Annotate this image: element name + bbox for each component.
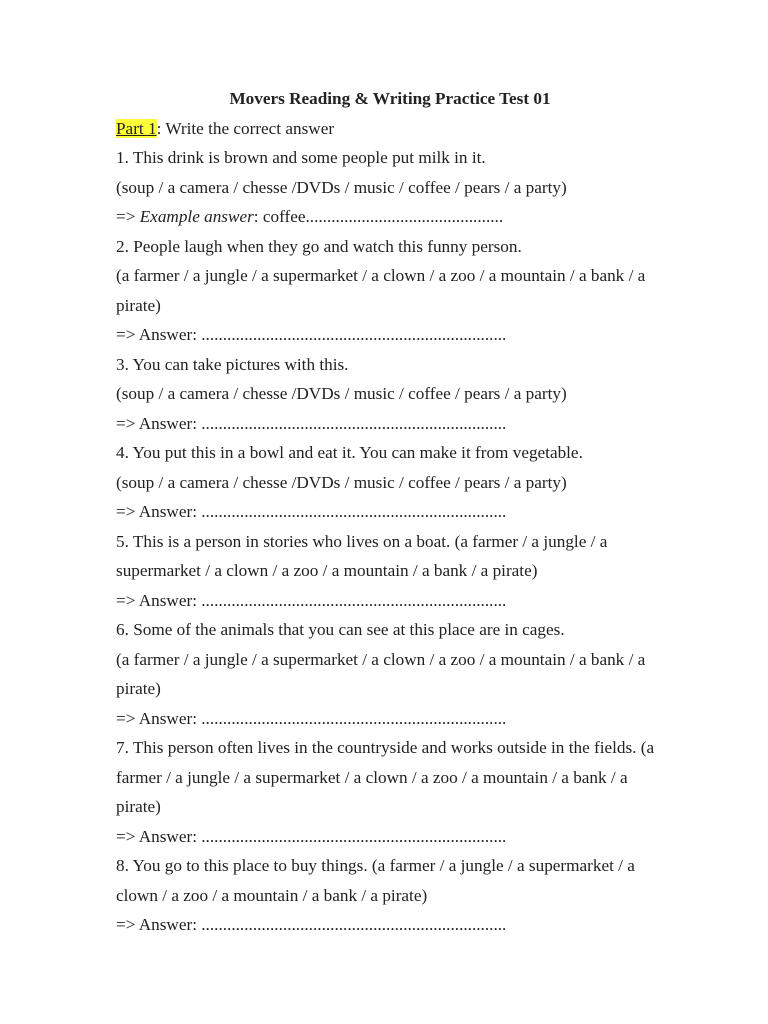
question-1-example-answer	[116, 202, 656, 232]
part-instruction: : Write the correct answer	[156, 118, 335, 138]
part-label: Part 1	[116, 118, 157, 138]
question-2: 2. People laugh when they go and watch this funny person.	[116, 236, 522, 256]
question-3-answer-line: => Answer: .......................................................................	[116, 413, 507, 433]
question-1: 1. This drink is brown and some people put milk in it.	[116, 148, 486, 167]
question-1-options: (soup / a camera / chesse /DVDs / music / coffee / pears / a party)	[116, 177, 567, 197]
worksheet-page	[116, 84, 656, 940]
question-6-answer-line: => Answer: .......................................................................	[116, 708, 507, 728]
question-4: 4. You put this in a bowl and eat it. You can make it from vegetable.	[116, 443, 583, 462]
question-8-answer-line: => Answer: .......................................................................	[116, 915, 507, 934]
question-3: 3. You can take pictures with this.	[116, 354, 349, 374]
question-2-options: (a farmer / a jungle / a supermarket / a clown / a zoo / a mountain / a bank / a pirate)	[116, 266, 646, 315]
question-2-answer-line: => Answer: .......................................................................	[116, 325, 507, 344]
question-7: 7. This person often lives in the countryside and works outside in the fields. (a farmer / a jungle / a supermarket / a clown / a zoo / a mountain / a bank / a pirate)	[116, 738, 655, 816]
question-5-answer-line: => Answer: .......................................................................	[116, 590, 507, 610]
question-8: 8. You go to this place to buy things. (a farmer / a jungle / a supermarket / a clown / a zoo / a mountain / a bank / a pirate)	[116, 856, 635, 905]
question-5: 5. This is a person in stories who lives on a boat. (a farmer / a jungle / a supermarket / a clown / a zoo / a mountain / a bank / a pirate)	[116, 531, 608, 580]
question-3-options: (soup / a camera / chesse /DVDs / music / coffee / pears / a party)	[116, 384, 567, 403]
question-4-answer-line: => Answer: .......................................................................	[116, 502, 507, 521]
question-6-options: (a farmer / a jungle / a supermarket / a clown / a zoo / a mountain / a bank / a pirate)	[116, 649, 646, 698]
example-value: : coffee..............................................	[253, 207, 504, 226]
page-title: Movers Reading & Writing Practice Test 01	[229, 89, 551, 108]
example-prefix: =>	[116, 207, 140, 226]
question-4-options: (soup / a camera / chesse /DVDs / music / coffee / pears / a party)	[116, 472, 567, 492]
question-7-answer-line: => Answer: .......................................................................	[116, 826, 507, 846]
example-label: Example answer	[139, 207, 254, 226]
part-heading	[116, 114, 656, 144]
question-6: 6. Some of the animals that you can see at this place are in cages.	[116, 620, 565, 639]
